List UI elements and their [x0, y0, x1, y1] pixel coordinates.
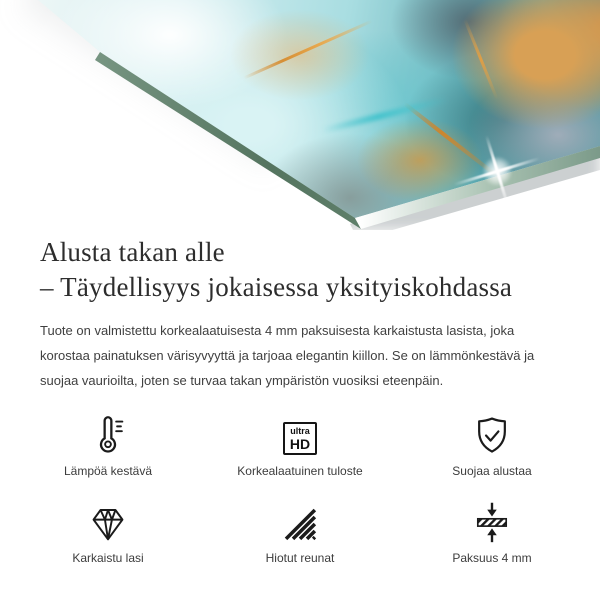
- ultra-hd-icon: ultra HD: [283, 408, 317, 458]
- shield-check-icon: [470, 408, 514, 458]
- feature-row-1: [23, 408, 577, 478]
- diamond-icon: [86, 495, 130, 545]
- feature-thickness: [407, 495, 577, 565]
- feature-label: Karkaistu lasi: [72, 551, 144, 565]
- feature-protects-surface: [407, 408, 577, 478]
- feature-print-quality: [215, 408, 385, 478]
- hero-image: [0, 0, 600, 230]
- thickness-icon: [470, 495, 514, 545]
- gold-vein: [243, 20, 372, 80]
- page-title-line1: Alusta takan alle: [40, 237, 225, 267]
- polished-edges-icon: [279, 495, 321, 545]
- turquoise-streak: [321, 96, 449, 133]
- content-area: [0, 230, 600, 565]
- feature-label: Suojaa alustaa: [452, 464, 532, 478]
- intro-paragraph: Tuote on valmistettu korkealaatuisesta 4 mm paksuisesta karkaistusta lasista, joka korostaa painatuksen värisyvyyttä ja tarjoaa elegantin kiillon. Se on lämmönkestävä ja suojaa vaurioilta, joten se turvaa takan ympäristön vuosiksi eteenpäin.: [40, 323, 535, 388]
- page-title: [40, 235, 600, 305]
- feature-heat-resistant: [23, 408, 193, 478]
- feature-polished-edges: [215, 495, 385, 565]
- feature-row-2: [23, 495, 577, 565]
- feature-grid: [23, 408, 577, 565]
- feature-tempered-glass: [23, 495, 193, 565]
- thermometer-icon: [85, 408, 131, 458]
- feature-label: Hiotut reunat: [265, 551, 335, 565]
- feature-label: Paksuus 4 mm: [452, 551, 532, 565]
- gold-vein: [464, 19, 499, 100]
- feature-label: Korkealaatuinen tuloste: [237, 464, 363, 478]
- page-title-line2: – Täydellisyys jokaisessa yksityiskohdassa: [40, 272, 513, 302]
- feature-label: Lämpöä kestävä: [63, 464, 153, 478]
